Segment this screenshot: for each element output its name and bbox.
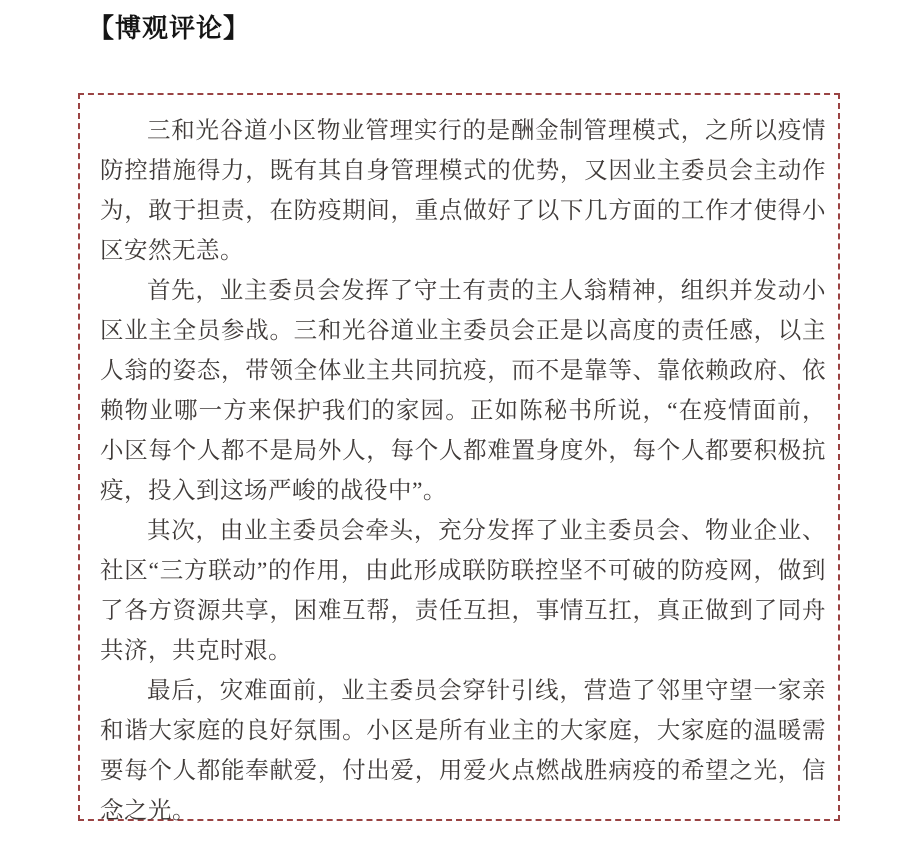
commentary-paragraph-1: 三和光谷道小区物业管理实行的是酬金制管理模式，之所以疫情防控措施得力，既有其自身管理模式的优势，又因业主委员会主动作为，敢于担责，在防疫期间，重点做好了以下几方面的工作才使得小区安然无恙。 (100, 118, 826, 264)
commentary-paragraph-4: 最后，灾难面前，业主委员会穿针引线，营造了邻里守望一家亲和谐大家庭的良好氛围。小区是所有业主的大家庭，大家庭的温暖需要每个人都能奉献爱，付出爱，用爱火点燃战胜病疫的希望之光，信念之光。 (100, 678, 826, 824)
commentary-box (78, 93, 840, 824)
article-section-title: 【博观评论】 (88, 14, 251, 43)
commentary-paragraph-3: 其次，由业主委员会牵头，充分发挥了业主委员会、物业企业、社区“三方联动”的作用，由此形成联防联控坚不可破的防疫网，做到了各方资源共享，困难互帮，责任互担，事情互扛，真正做到了同舟共济，共克时艰。 (100, 518, 826, 664)
commentary-paragraph-2: 首先，业主委员会发挥了守土有责的主人翁精神，组织并发动小区业主全员参战。三和光谷道业主委员会正是以高度的责任感，以主人翁的姿态，带领全体业主共同抗疫，而不是靠等、靠依赖政府、依赖物业哪一方来保护我们的家园。正如陈秘书所说，“在疫情面前，小区每个人都不是局外人，每个人都难置身度外，每个人都要积极抗疫，投入到这场严峻的战役中”。 (100, 278, 826, 504)
